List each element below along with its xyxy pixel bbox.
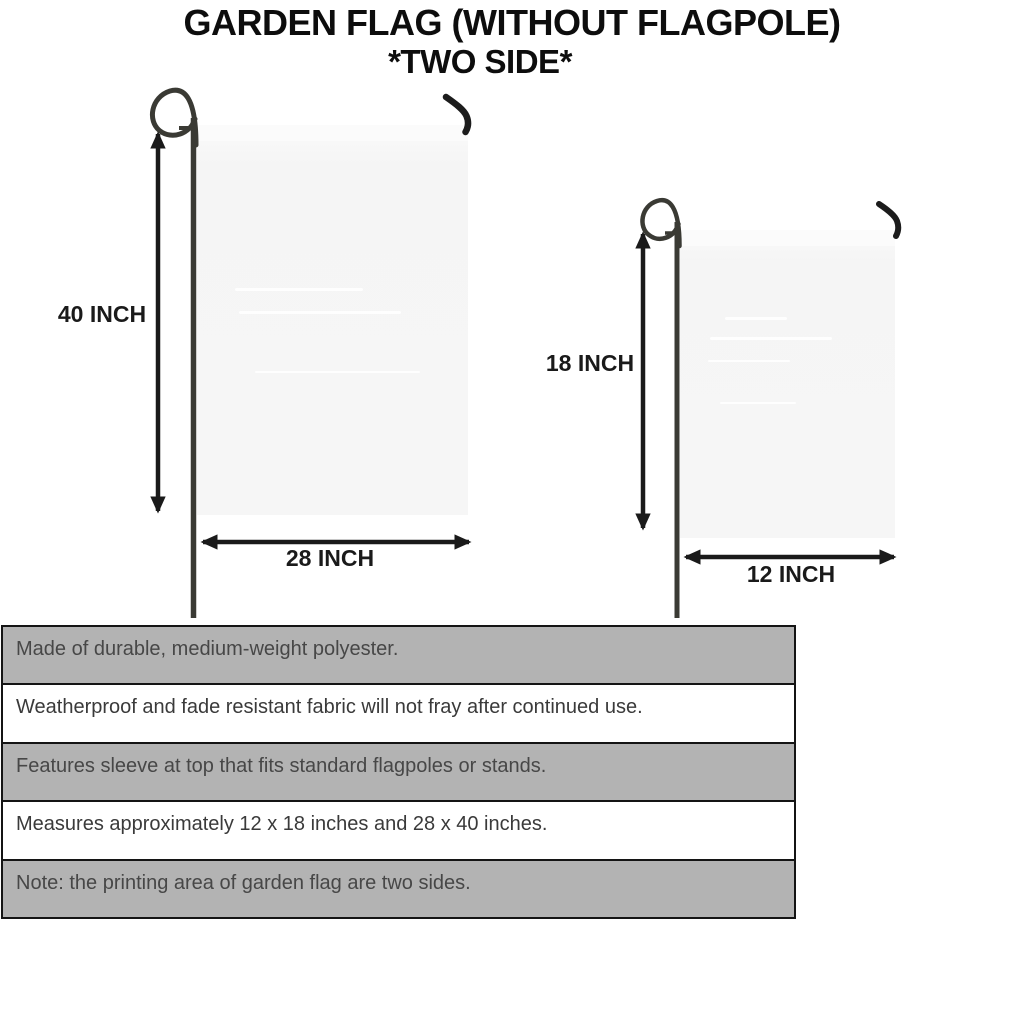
spec-table [1,625,796,919]
spec-text: Measures approximately 12 x 18 inches and 28 x 40 inches. [16,813,548,836]
flag-ghost-streak [235,288,363,291]
flag-ghost-streak [708,360,790,362]
spec-text: Note: the printing area of garden flag are two sides. [16,871,471,894]
large-flag-height-label: 40 INCH [57,301,147,327]
flag-ghost-streak [255,371,420,373]
spec-row-sleeve [3,744,794,802]
large-flag-sleeve [197,125,468,141]
spec-text: Features sleeve at top that fits standard flagpoles or stands. [16,754,547,777]
spec-text: Made of durable, medium-weight polyester. [16,638,399,660]
page-subtitle: *TWO SIDE* [388,43,572,80]
spec-row-note [3,861,794,917]
small-flag-width-label: 12 INCH [746,561,836,587]
small-flag-height-label: 18 INCH [545,350,635,376]
small-flagpole-loop-icon [642,200,679,246]
small-flag-image [680,230,895,538]
flag-ghost-streak [710,337,832,340]
flag-ghost-streak [725,317,787,320]
flag-ghost-streak [720,402,796,404]
spec-text: Weatherproof and fade resistant fabric will not fray after continued use. [16,696,643,719]
spec-row-weatherproof [3,685,794,743]
large-flagpole-loop-icon [152,90,196,145]
page-title: GARDEN FLAG (WITHOUT FLAGPOLE) [183,2,841,43]
large-flag-image [197,125,468,515]
flag-ghost-streak [239,311,401,314]
small-flag-sleeve [680,230,895,246]
large-flag-width-label: 28 INCH [285,545,375,571]
spec-row-material [3,627,794,685]
spec-row-measures [3,802,794,860]
